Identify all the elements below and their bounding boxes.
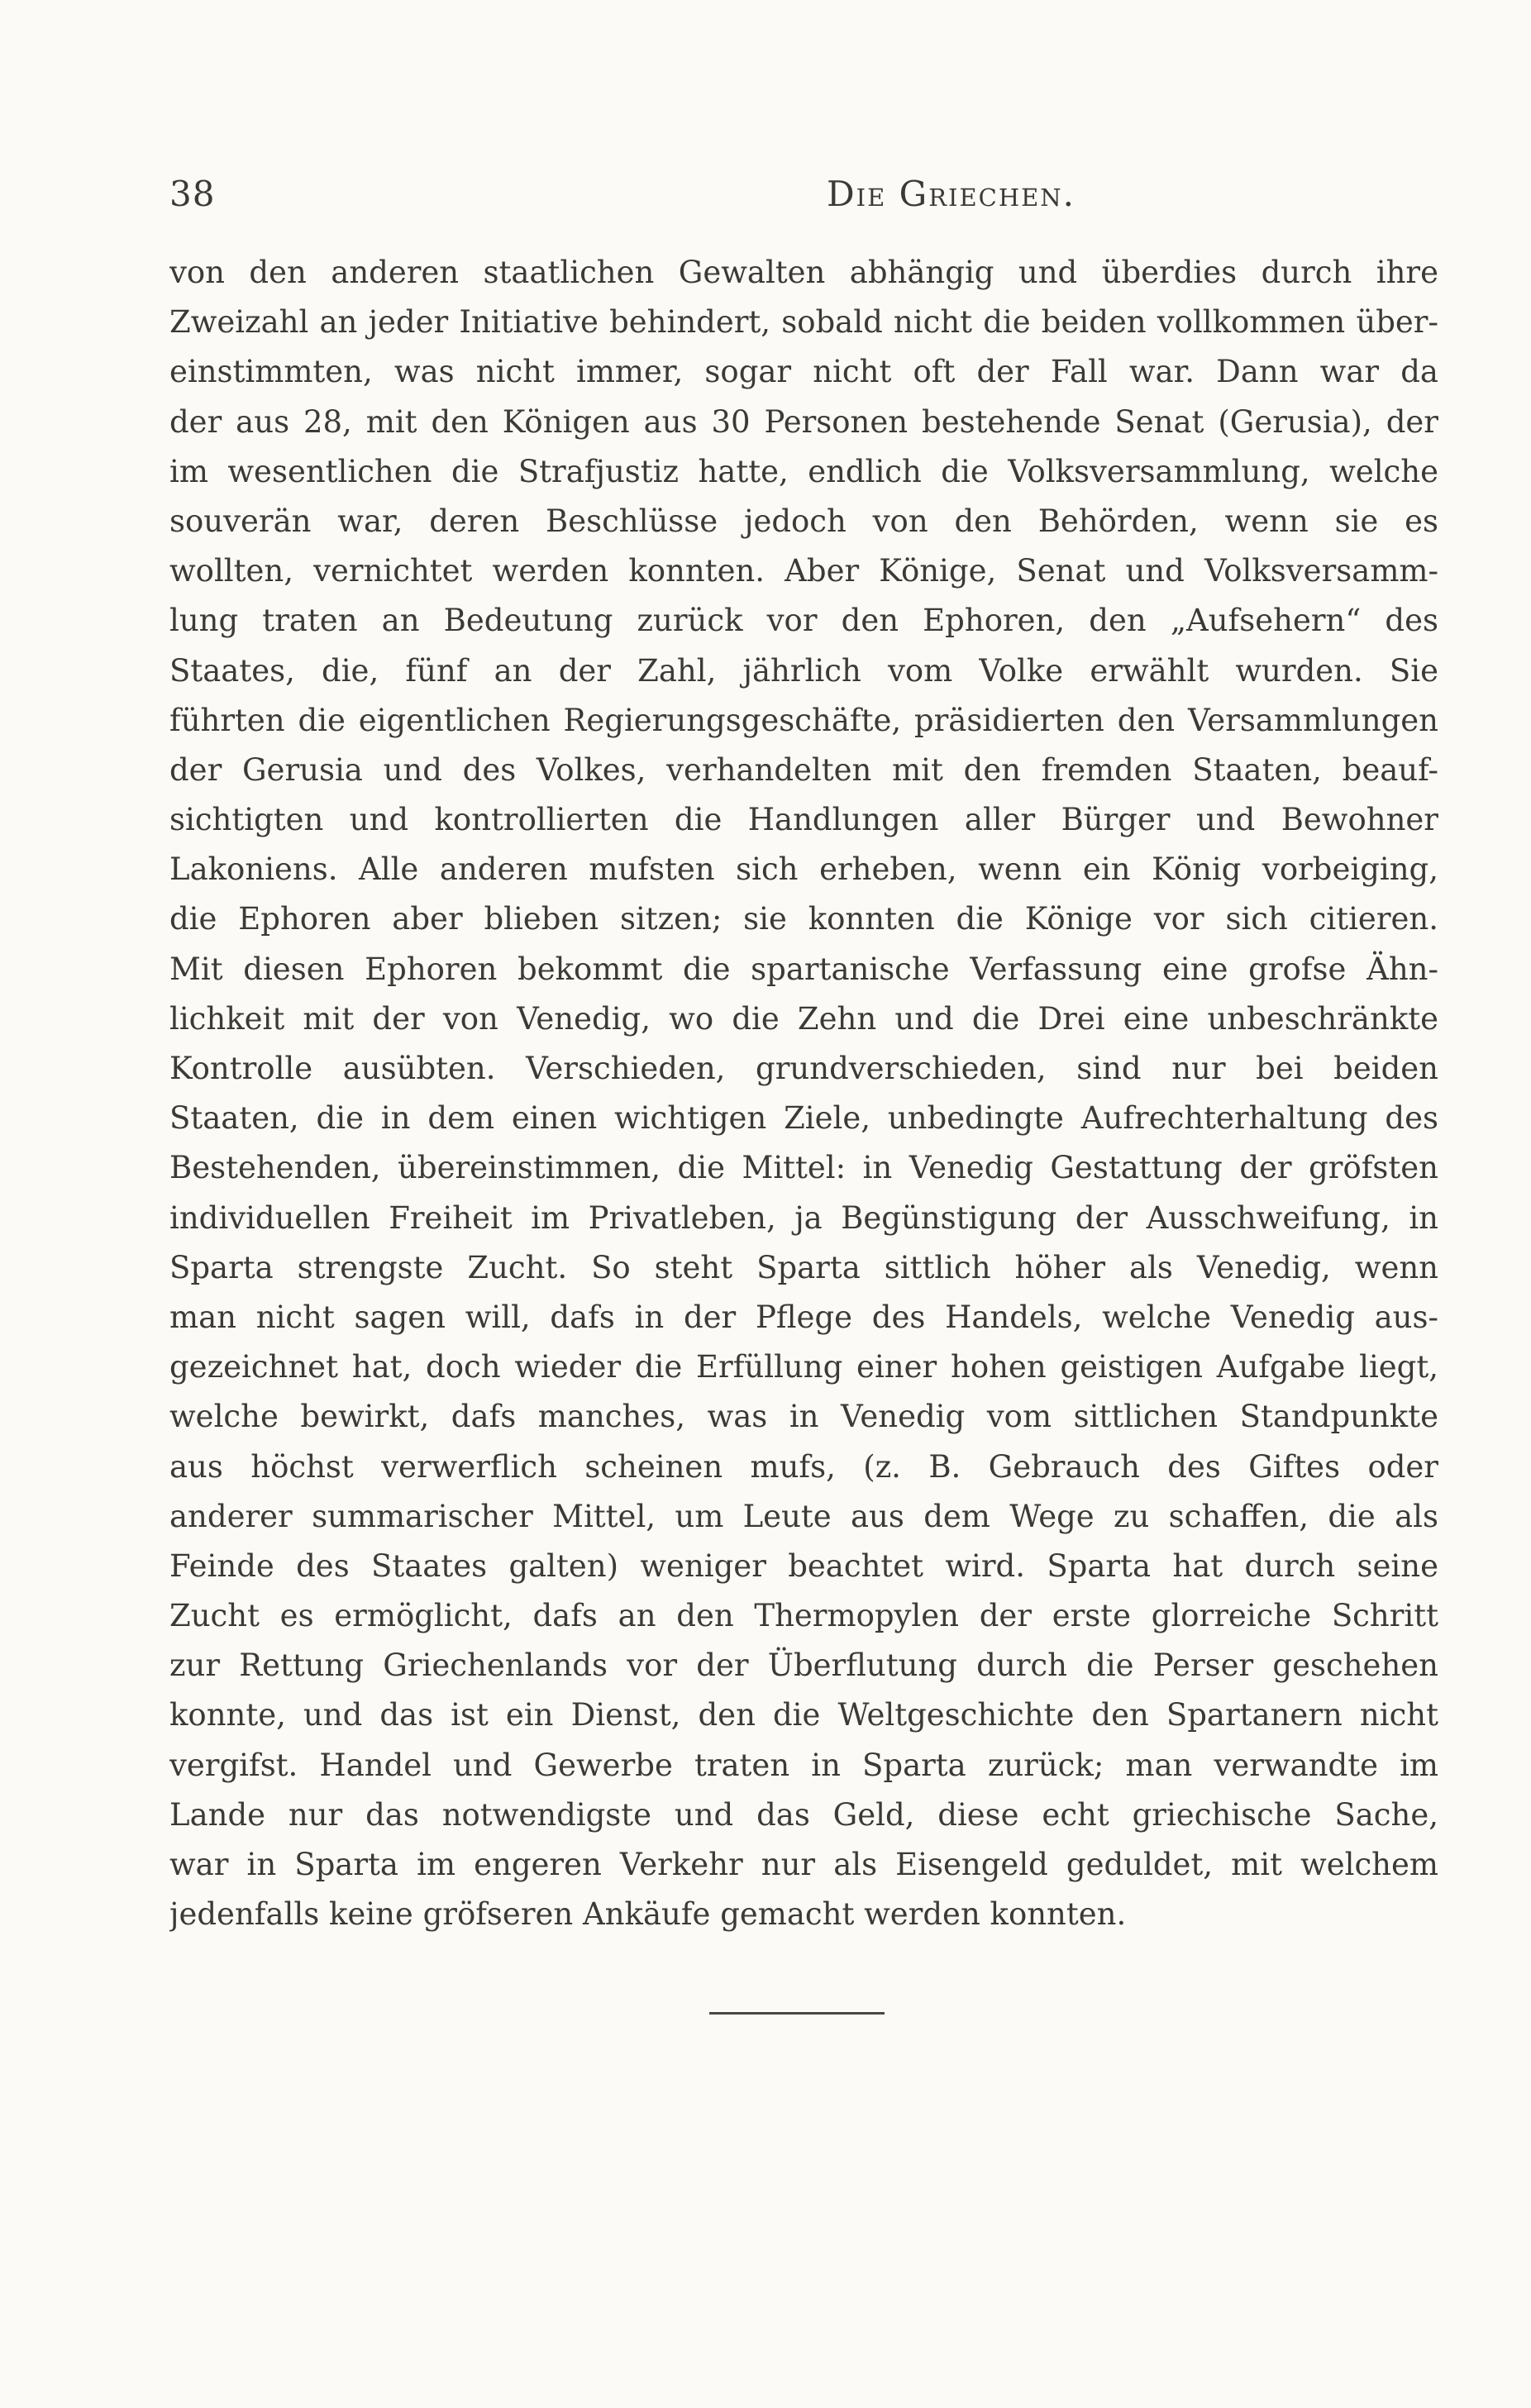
body-text (169, 248, 1438, 1939)
text-line: lung traten an Bedeutung zurück vor den Ephoren, den „Aufsehern“ des (169, 603, 1438, 639)
page-number: 38 (169, 174, 216, 214)
text-line: konnte, und das ist ein Dienst, den die Weltgeschichte den Spartanern nicht (169, 1697, 1438, 1733)
text-line: der aus 28, mit den Königen aus 30 Personen bestehende Senat (Gerusia), der (169, 403, 1438, 440)
text-line: im wesentlichen die Strafjustiz hatte, endlich die Volksversammlung, welche (169, 453, 1438, 489)
text-line: jedenfalls keine gröfseren Ankäufe gemacht werden konnten. (169, 1896, 1127, 1933)
text-line: Feinde des Staates galten) weniger beachtet wird. Sparta hat durch seine (169, 1547, 1438, 1584)
text-line: Zucht es ermöglicht, dafs an den Thermopylen der erste glorreiche Schritt (169, 1598, 1438, 1634)
text-line: Bestehenden, übereinstimmen, die Mittel: in Venedig Gestattung der gröfsten (169, 1150, 1438, 1186)
text-line: Sparta strengste Zucht. So steht Sparta sittlich höher als Venedig, wenn (169, 1249, 1438, 1285)
text-line: die Ephoren aber blieben sitzen; sie konnten die Könige vor sich citieren. (169, 901, 1438, 937)
text-line: Kontrolle ausübten. Verschieden, grundverschieden, sind nur bei beiden (169, 1051, 1438, 1086)
running-title: Die Griechen. (827, 174, 1076, 214)
text-line: aus höchst verwerflich scheinen mufs, (z. B. Gebrauch des Giftes oder (169, 1448, 1438, 1485)
text-line: Lande nur das notwendigste und das Geld, diese echt griechische Sache, (169, 1796, 1438, 1833)
text-line: von den anderen staatlichen Gewalten abhängig und überdies durch ihre (169, 255, 1438, 290)
text-line: anderer summarischer Mittel, um Leute aus dem Wege zu schaffen, die als (169, 1498, 1438, 1534)
text-line: Staaten, die in dem einen wichtigen Ziele, unbedingte Aufrechterhaltung des (169, 1100, 1438, 1137)
text-line: zur Rettung Griechenlands vor der Überflutung durch die Perser geschehen (169, 1647, 1438, 1684)
text-line: Lakoniens. Alle anderen mufsten sich erheben, wenn ein König vorbeiging, (169, 851, 1438, 888)
text-line: lichkeit mit der von Venedig, wo die Zehn und die Drei eine unbeschränkte (169, 1000, 1438, 1037)
text-line: vergifst. Handel und Gewerbe traten in Sparta zurück; man verwandte im (169, 1747, 1438, 1783)
text-line: Mit diesen Ephoren bekommt die spartanische Verfassung eine grofse Ähn- (169, 951, 1438, 987)
text-line: man nicht sagen will, dafs in der Pflege des Handels, welche Venedig aus- (169, 1299, 1438, 1335)
text-line: individuellen Freiheit im Privatleben, ja Begünstigung der Ausschweifung, in (169, 1199, 1438, 1236)
text-line: führten die eigentlichen Regierungsgeschäfte, präsidierten den Versammlungen (169, 702, 1438, 738)
text-line: sichtigten und kontrollierten die Handlungen aller Bürger und Bewohner (169, 802, 1438, 838)
text-line: wollten, vernichtet werden konnten. Aber Könige, Senat und Volksversamm- (169, 553, 1438, 589)
text-line: der Gerusia und des Volkes, verhandelten mit den fremden Staaten, beauf- (169, 751, 1438, 788)
text-line: einstimmten, was nicht immer, sogar nicht oft der Fall war. Dann war da (169, 354, 1438, 390)
page-header (169, 169, 1438, 219)
text-line: Staates, die, fünf an der Zahl, jährlich vom Volke erwählt wurden. Sie (169, 652, 1438, 689)
text-line: souverän war, deren Beschlüsse jedoch von den Behörden, wenn sie es (169, 503, 1438, 539)
text-line: Zweizahl an jeder Initiative behindert, sobald nicht die beiden vollkommen über- (169, 304, 1438, 341)
text-line: war in Sparta im engeren Verkehr nur als Eisengeld geduldet, mit welchem (169, 1847, 1438, 1882)
text-line: gezeichnet hat, doch wieder die Erfüllung einer hohen geistigen Aufgabe liegt, (169, 1349, 1438, 1385)
text-line: welche bewirkt, dafs manches, was in Venedig vom sittlichen Standpunkte (169, 1399, 1438, 1435)
section-divider (709, 2012, 885, 2015)
